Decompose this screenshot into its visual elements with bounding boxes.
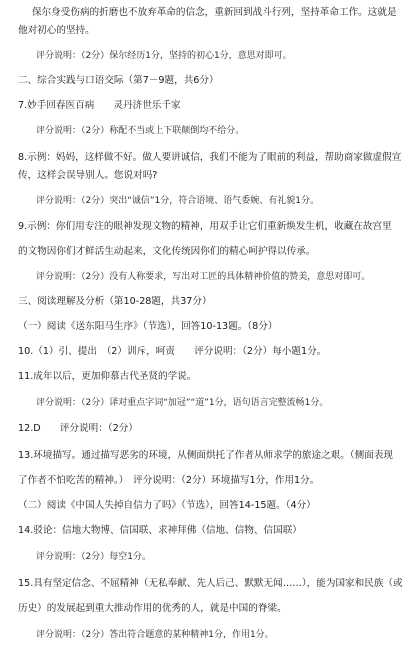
section-heading: 二、综合实践与口语交际（第7－9题，共6分） bbox=[18, 75, 219, 86]
answer-9: 9.示例：你们用专注的眼神发现文物的精神，用双手让它们重新焕发生机，收藏在故宫里 bbox=[18, 221, 392, 232]
scoring-note: 评分说明：（2分）译对重点字词“加冠”“道”1分，语句语言完整流畅1分。 bbox=[36, 398, 329, 408]
text-line: 历史）的发展起到重大推动作用的优秀的人，就是中国的脊梁。 bbox=[18, 603, 287, 614]
scoring-note: 评分说明：（2分）突出“诚信”1分，符合语境、语气委婉、有礼貌1分。 bbox=[36, 196, 320, 206]
scoring-note: 评分说明：（2分）没有人称要求，写出对工匠的具体精神价值的赞美，意思对即可。 bbox=[36, 272, 371, 282]
answer-12: 12.D 评分说明：（2分） bbox=[18, 423, 138, 434]
scoring-note: 评分说明：（2分）保尔经历1分，坚持的初心1分，意思对即可。 bbox=[36, 51, 292, 61]
scoring-note: 评分说明：（2分）每空1分。 bbox=[36, 552, 151, 562]
answer-8: 8.示例：妈妈，这样做不好。做人要讲诚信，我们不能为了眼前的利益，帮助商家做虚假宣 bbox=[18, 152, 402, 163]
text-line: 传，这样会误导别人。您说对吗? bbox=[18, 170, 158, 181]
answer-11: 11.成年以后，更加仰慕古代圣贤的学说。 bbox=[18, 371, 197, 382]
scoring-note: 评分说明：（2分）称配不当或上下联颠倒均不给分。 bbox=[36, 126, 245, 136]
answer-13: 13.环境描写。通过描写恶劣的环境，从侧面烘托了作者从师求学的旅途之艰。（侧面表现 bbox=[18, 450, 394, 461]
answer-7: 7.妙手回春医百病 灵丹济世乐千家 bbox=[18, 100, 181, 111]
text-line: 的文物因你们才鲜活生动起来，文化传统因你们的精心呵护得以传承。 bbox=[18, 246, 316, 257]
text-line: 了作者不怕吃苦的精神。） 评分说明：（2分）环境描写1分，作用1分。 bbox=[18, 475, 320, 486]
answer-10: 10.（1）引、提出 （2）训斥，呵责 评分说明：（2分）每小题1分。 bbox=[18, 346, 327, 357]
subsection-heading: （二）阅读《中国人失掉自信力了吗》（节选），回答14-15题。（4分） bbox=[18, 500, 316, 511]
section-heading: 三、阅读理解及分析（第10-28题，共37分） bbox=[18, 296, 212, 307]
scoring-note: 评分说明：（2分）答出符合题意的某种精神1分，作用1分。 bbox=[36, 630, 274, 640]
answer-15: 15.具有坚定信念、不屈精神（无私奉献、先人后己、默默无闻……），能为国家和民族（或 bbox=[18, 578, 403, 589]
subsection-heading: （一）阅读《送东阳马生序》（节选），回答10-13题。（8分） bbox=[18, 321, 278, 332]
answer-14: 14.驳论：信地大物博、信国联、求神拜佛（信地、信物、信国联） bbox=[18, 525, 302, 536]
text-line: 他对初心的坚持。 bbox=[18, 25, 95, 36]
text-line: 保尔身受伤病的折磨也不放弃革命的信念，重新回到战斗行列，坚持革命工作。这就是 bbox=[32, 7, 397, 18]
